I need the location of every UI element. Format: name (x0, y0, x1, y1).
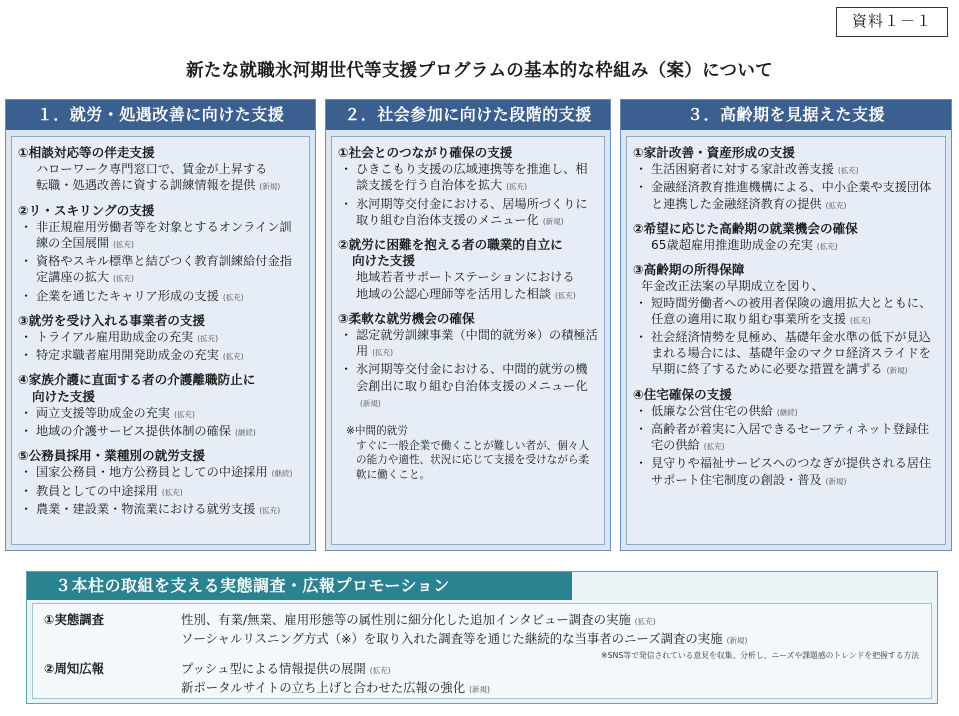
section (18, 372, 303, 441)
list-item: ・ 短時間労働者への被用者保険の適用拡大とともに、任意の適用に取り組む事業所を支援 (拡充) (633, 295, 939, 329)
section (18, 203, 303, 306)
section (18, 313, 303, 366)
list-item: ・ 高齢者が着実に入居できるセーフティネット登録住宅の供給 (拡充) (633, 421, 939, 455)
section-text: ハローワーク専門窓口で、賃金が上昇する (36, 162, 268, 177)
pillar-1-panel (5, 99, 316, 551)
footnote-title: ※中間的就労 (346, 425, 408, 438)
section-title: ①相談対応等の伴走支援 (18, 145, 155, 160)
list-item: ・ トライアル雇用助成金の充実 (拡充) (18, 329, 303, 347)
page-title: 新たな就職氷河期世代等支援プログラムの基本的な枠組み（案）について (186, 61, 773, 81)
list-item: ・ 認定就労訓練事業（中間的就労※）の積極活用 (拡充) (338, 327, 598, 361)
status-tag: (拡充) (113, 240, 134, 250)
pillar-3-heading: ３．高齢期を見据えた支援 (621, 100, 951, 130)
status-tag: (新規) (542, 216, 564, 226)
status-tag: (新規) (469, 685, 490, 694)
section (18, 448, 303, 519)
support-panel-body (32, 603, 932, 699)
row-label: ②周知広報 (44, 661, 105, 676)
document-id-box: 資料１－１ (836, 7, 948, 37)
list-item: ・ 国家公務員・地方公務員としての中途採用 (継続) (18, 464, 303, 482)
status-tag: (拡充) (703, 442, 725, 452)
section (338, 311, 598, 412)
section-title: ⑤公務員採用・業種別の就労支援 (18, 448, 205, 464)
status-tag: (拡充) (259, 505, 281, 515)
status-tag: (拡充) (837, 166, 859, 176)
row-text: 性別、有業/無業、雇用形態等の属性別に細分化した追加インタビュー調査の実施 (拡充) ソーシャルリスニング方式（※）を取り入れた調査等を通じた継続的な当事者のニーズ調査の実施 (新規) (181, 612, 748, 646)
status-tag: (拡充) (506, 182, 528, 192)
status-tag: (拡充) (372, 348, 394, 358)
row-label: ①実態調査 (44, 612, 105, 627)
section-title: ④住宅確保の支援 (633, 386, 732, 402)
list-item: ・ 見守りや福祉サービスへのつなぎが提供される居住サポート住宅制度の創設・普及 (新規) (633, 455, 939, 489)
section-text: 地域若者サポートステーションにおける (356, 270, 575, 285)
status-tag: (拡充) (113, 274, 134, 284)
status-tag: (拡充) (174, 409, 195, 419)
status-tag: (新規) (360, 398, 381, 408)
section (338, 237, 598, 304)
section-title: ③高齢期の所得保障 (633, 262, 745, 278)
section-title: ④家族介護に直面する者の介護離職防止に (18, 372, 256, 388)
section (18, 145, 303, 196)
status-tag: (新規) (825, 476, 847, 486)
footnote-text: すぐに一般企業で働くことが難しい者が、個々人の能力や適性、状況に応じて支援を受けながら柔軟に働くこと。 (356, 439, 590, 481)
status-tag: (継続) (271, 469, 293, 479)
list-item: ・ 低廉な公営住宅の供給 (継続) (633, 403, 939, 421)
status-tag: (拡充) (825, 200, 847, 210)
list-item: ・ 氷河期等交付金における、中間的就労の機会創出に取り組む自治体支援のメニュー化(新規) (338, 361, 598, 412)
status-tag: (拡充) (197, 334, 219, 344)
status-tag: (新規) (726, 636, 748, 645)
list-item: ・ 非正規雇用労働者等を対象とするオンライン訓練の全国展開 (拡充) (18, 219, 303, 253)
section (338, 145, 598, 230)
status-tag: (新規) (259, 182, 281, 192)
section-title: ②就労に困難を抱える者の職業的自立に (338, 237, 563, 253)
pillar-1-body (11, 136, 310, 545)
pillar-2-panel (325, 99, 611, 551)
list-item: ・ 資格やスキル標準と結びつく教育訓練給付金指定講座の拡大 (拡充) (18, 253, 303, 287)
status-tag: (拡充) (222, 352, 244, 362)
status-tag: (拡充) (850, 315, 871, 325)
pillar-3-body (626, 136, 946, 545)
list-item: ・ ひきこもり支援の広域連携等を推進し、相談支援を行う自治体を拡大 (拡充) (338, 161, 598, 195)
list-item: ・ 金融経済教育推進機構による、中小企業や支援団体と連携した金融経済教育の提供 (拡充) (633, 179, 939, 213)
pillar-2-body (331, 136, 605, 545)
support-panel-heading: ３本柱の取組を支える実態調査・広報プロモーション (27, 572, 572, 600)
list-item: ・ 農業・建設業・物流業における就労支援 (拡充) (18, 501, 303, 519)
status-tag: (拡充) (816, 242, 838, 252)
status-tag: (拡充) (369, 666, 391, 675)
section (633, 221, 939, 255)
section-title: ①社会とのつながり確保の支援 (338, 145, 513, 160)
status-tag: (拡充) (161, 487, 183, 497)
section-text: 65歳超雇用推進助成金の充実 (拡充) (651, 238, 838, 253)
section (633, 387, 939, 490)
section-title: ②リ・スキリングの支援 (18, 202, 155, 218)
list-item: ・ 社会経済情勢を見極め、基礎年金水準の低下が見込まれる場合には、基礎年金のマクロ経済スライドを早期に終了するために必要な措置を講ずる (新規) (633, 329, 939, 380)
section-text: 地域の公認心理師等を活用した相談 (拡充) (356, 286, 576, 301)
section-title: ③就労を受け入れる事業者の支援 (18, 312, 205, 328)
list-item: ・ 氷河期等交付金における、居場所づくりに取り組む自治体支援のメニュー化 (新規) (338, 196, 598, 230)
status-tag: (拡充) (222, 292, 244, 302)
pillar-1-heading: １．就労・処遇改善に向けた支援 (6, 100, 315, 130)
section-text: 転職・処遇改善に資する訓練情報を提供 (新規) (36, 178, 281, 193)
section-title: ③柔軟な就労機会の確保 (338, 310, 475, 326)
list-item: ・ 特定求職者雇用開発助成金の充実 (拡充) (18, 347, 303, 365)
survey-note: ※SNS等で発信されている意見を収集、分析し、ニーズや課題感のトレンドを把握する方法 (601, 651, 919, 660)
section (633, 262, 939, 379)
list-item: ・ 企業を通じたキャリア形成の支援 (拡充) (18, 288, 303, 306)
section (633, 145, 939, 214)
section-lead: 年金改正法案の早期成立を図り、 (641, 279, 824, 294)
status-tag: (拡充) (634, 617, 656, 626)
support-panel (26, 571, 938, 704)
row-text: プッシュ型による情報提供の展開 (拡充) 新ポータルサイトの立ち上げと合わせた広報の強化 (新規) (181, 661, 490, 695)
status-tag: (継続) (776, 407, 798, 417)
list-item: ・ 両立支援等助成金の充実 (拡充) (18, 405, 303, 423)
pillar-2-heading: ２．社会参加に向けた段階的支援 (326, 100, 610, 130)
section-title: ①家計改善・資産形成の支援 (633, 145, 795, 160)
status-tag: (新規) (886, 366, 908, 376)
list-item: ・ 地域の介護サービス提供体制の確保 (継続) (18, 423, 303, 441)
footnote (338, 424, 598, 482)
status-tag: (継続) (235, 428, 256, 438)
section-title: 向けた支援 (32, 388, 95, 404)
list-item: ・ 生活困窮者に対する家計改善支援 (拡充) (633, 161, 939, 179)
section-title: 向けた支援 (352, 253, 415, 269)
pillar-3-panel (620, 99, 952, 551)
status-tag: (拡充) (555, 290, 576, 300)
section-title: ②希望に応じた高齢期の就業機会の確保 (633, 220, 858, 236)
list-item: ・ 教員としての中途採用 (拡充) (18, 483, 303, 501)
